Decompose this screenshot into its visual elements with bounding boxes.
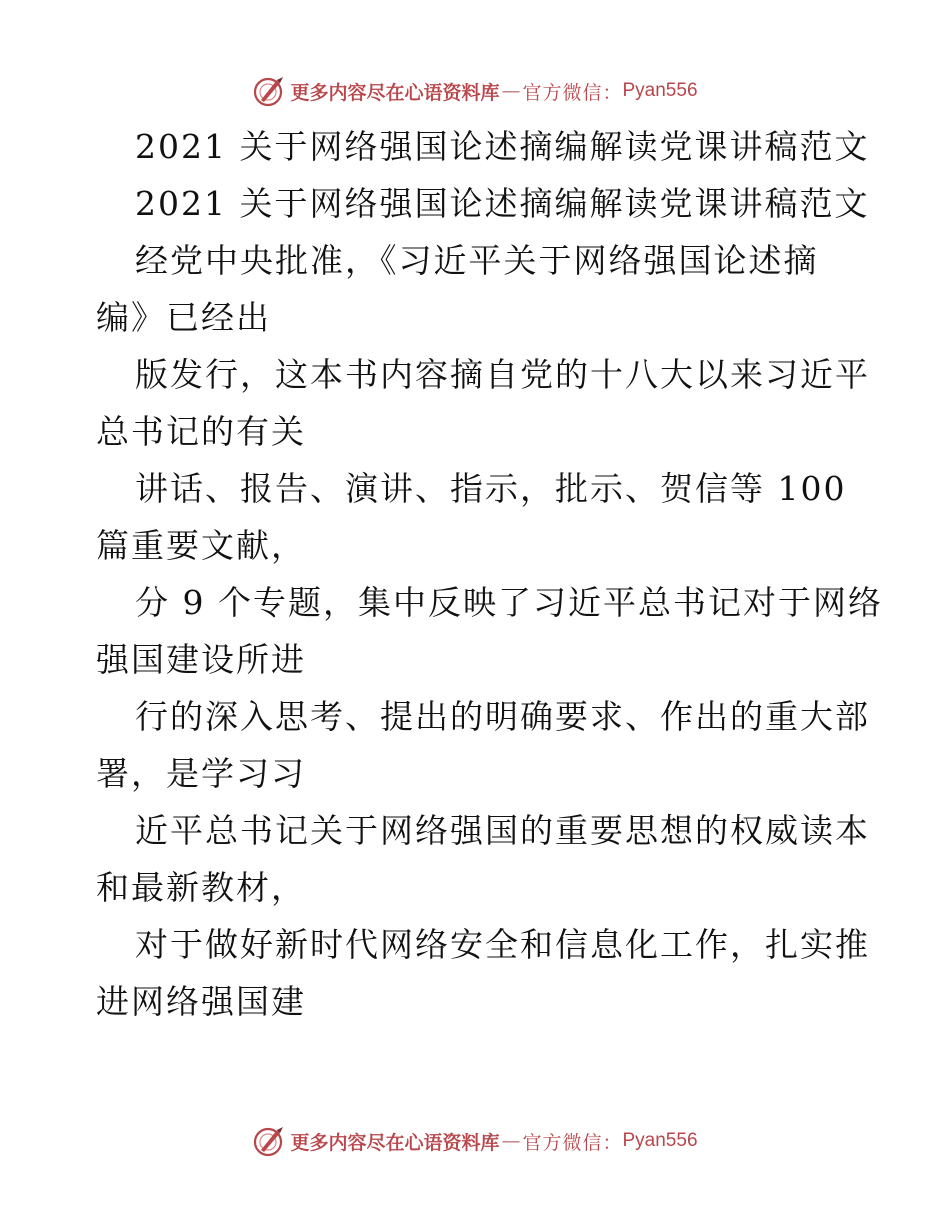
- paragraph-line: 总书记的有关: [96, 412, 306, 451]
- quill-seal-icon: [252, 1124, 286, 1158]
- header-watermark: [0, 71, 950, 111]
- paragraph-line: 近平总书记关于网络强国的重要思想的权威读本: [135, 811, 870, 850]
- watermark-sub-text: 官方微信：: [522, 1131, 623, 1154]
- document-title: 2021 关于网络强国论述摘编解读党课讲稿范文: [135, 127, 870, 166]
- watermark-main-text: 更多内容尽在心语资料库: [290, 1131, 500, 1154]
- paragraph-line: 对于做好新时代网络安全和信息化工作，扎实推: [135, 925, 870, 964]
- paragraph-line: 强国建设所进: [96, 640, 306, 679]
- paragraph-line: 篇重要文献，: [96, 526, 306, 565]
- quill-seal-icon: [252, 74, 286, 108]
- paragraph-line: 行的深入思考、提出的明确要求、作出的重大部: [135, 697, 870, 736]
- watermark-sub-text: 官方微信：: [522, 81, 623, 104]
- paragraph-line: 和最新教材，: [96, 868, 306, 907]
- paragraph-line: 分 9 个专题，集中反映了习近平总书记对于网络: [135, 583, 883, 622]
- paragraph-line: 署，是学习习: [96, 754, 306, 793]
- paragraph-line: 经党中央批准，《习近平关于网络强国论述摘: [135, 241, 819, 280]
- paragraph-line: 版发行，这本书内容摘自党的十八大以来习近平: [135, 355, 870, 394]
- watermark-account: Pyan556: [622, 1130, 698, 1151]
- document-body: [96, 118, 883, 1030]
- footer-watermark: [0, 1121, 950, 1161]
- document-title-repeat: 2021 关于网络强国论述摘编解读党课讲稿范文: [135, 184, 870, 223]
- watermark-account: Pyan556: [622, 80, 698, 101]
- watermark-main-text: 更多内容尽在心语资料库: [290, 81, 500, 104]
- watermark-separator: —: [501, 1130, 521, 1152]
- paragraph-line: 讲话、报告、演讲、指示，批示、贺信等 100: [135, 469, 847, 508]
- paragraph-line: 进网络强国建: [96, 982, 306, 1021]
- watermark-separator: —: [501, 80, 521, 102]
- paragraph-line: 编》已经出: [96, 298, 271, 337]
